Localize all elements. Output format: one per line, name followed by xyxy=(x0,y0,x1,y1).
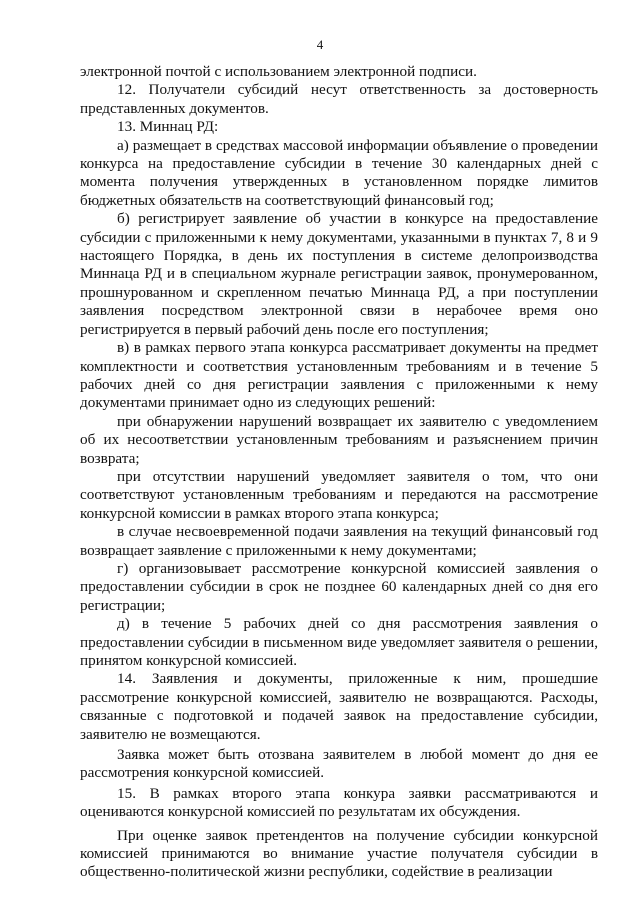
paragraph-13-g: г) организовывает рассмотрение конкурсной комиссией заявления о предоставлении субсидии в срок не позднее 60 календарных дней со дня его регистрации; xyxy=(80,559,598,614)
paragraph-13-d: д) в течение 5 рабочих дней со дня рассмотрения заявления о предоставлении субсидии в письменном виде уведомляет заявителя о решении, принятом конкурсной комиссией. xyxy=(80,615,598,669)
paragraph-13-a: а) размещает в средствах массовой информации объявление о проведении конкурса на предоставление субсидии в течение 30 календарных дней с момента получения утвержденных в установленном порядке лимитов бюджетных обязательств на соответствующий финансовый год; xyxy=(80,136,598,209)
paragraph-13-v-violations: при обнаружении нарушений возвращает их заявителю с уведомлением об их несоответствии установленным требованиям и разъяснением причин возврата; xyxy=(80,412,598,467)
paragraph-13-heading: 13. Миннац РД: xyxy=(117,118,219,136)
paragraph-email-signature: электронной почтой с использованием электронной подписи. xyxy=(80,63,477,80)
page-number: 4 xyxy=(316,37,324,52)
paragraph-14-withdrawal: Заявка может быть отозвана заявителем в любой момент до дня ее рассмотрения конкурсной комиссией. xyxy=(80,746,598,782)
paragraph-13-v-late-submission: в случае несвоевременной подачи заявления на текущий финансовый год возвращает заявление с приложенными к нему документами; xyxy=(80,523,598,559)
paragraph-15-evaluation: При оценке заявок претендентов на получение субсидии конкурсной комиссией принимаются во внимание участие получателя субсидии в общественно-политической жизни республики, содействие в реализации xyxy=(80,826,598,881)
paragraph-15: 15. В рамках второго этапа конкура заявки рассматриваются и оцениваются конкурсной комиссией по результатам их обсуждения. xyxy=(80,784,598,821)
paragraph-13-v: в) в рамках первого этапа конкурса рассматривает документы на предмет комплектности и соответствия установленным требованиям и в течение 5 рабочих дней со дня регистрации заявления с приложенными к нему документами принимает одно из следующих решений: xyxy=(80,339,598,412)
paragraph-13-b: б) регистрирует заявление об участии в конкурсе на предоставление субсидии с приложенными к нему документами, указанными в пунктах 7, 8 и 9 настоящего Порядка, в день их поступления в системе делопроизводства Миннаца РД и в специальном журнале регистрации заявок, пронумерованном, прошнурованном и скрепленном печатью Миннаца РД, а при поступлении заявления посредством электронной связи в нерабочее время оно регистрируется в первый рабочий день после его поступления; xyxy=(80,210,598,338)
paragraph-12: 12. Получатели субсидий несут ответственность за достоверность представленных документов. xyxy=(80,81,598,117)
paragraph-13-v-no-violations: при отсутствии нарушений уведомляет заявителя о том, что они соответствуют установленным требованиям и передаются на рассмотрение конкурсной комиссии в рамках второго этапа конкурса; xyxy=(80,467,598,522)
document-body xyxy=(80,63,598,882)
paragraph-14: 14. Заявления и документы, приложенные к ним, прошедшие рассмотрение конкурсной комиссией, заявителю не возвращаются. Расходы, связанные с подготовкой и подачей заявок на предоставление субсидии, заявителю не возмещаются. xyxy=(80,670,598,743)
